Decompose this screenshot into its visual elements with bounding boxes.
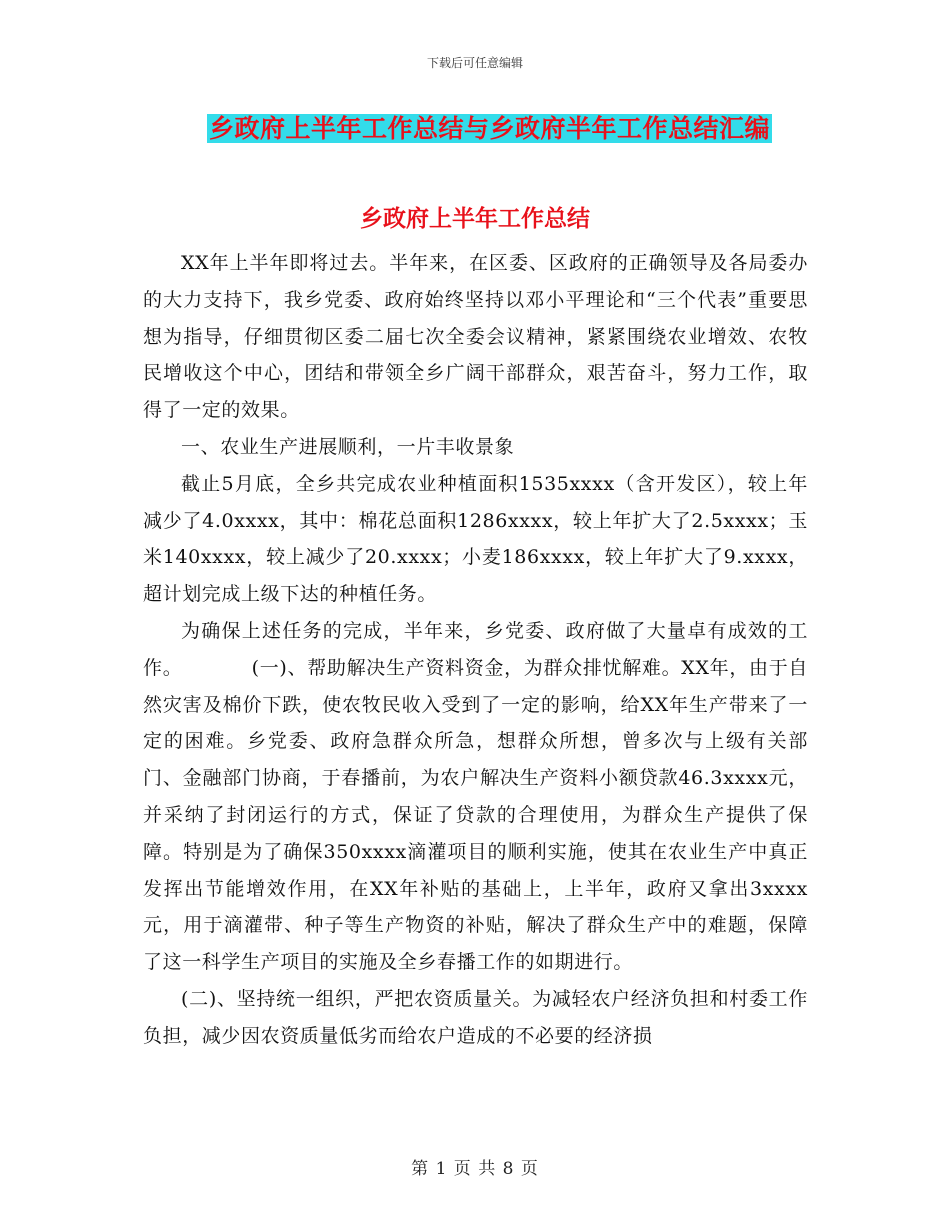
document-title [207,112,772,146]
paragraph-heading-1: 一、农业生产进展顺利，一片丰收景象 [181,435,515,458]
paragraph-intro: XX年上半年即将过去。半年来，在区委、区政府的正确领导及各局委办的大力支持下，我乡党委、政府始终坚持以邓小平理论和“三个代表”重要思想为指导，仔细贯彻区委二届七次全委会议精神，紧紧围绕农业增效、农牧民增收这个中心，团结和带领全乡广阔干部群众，艰苦奋斗，努力工作，取得了一定的效果。 [143,252,808,422]
header-note: 下载后可任意编辑 [426,56,523,70]
section-title: 乡政府上半年工作总结 [360,205,590,232]
page-footer: 第 1 页 共 8 页 [411,1159,539,1179]
paragraph-quality: (二)、坚持统一组织，严把农资质量关。为减轻农户经济负担和村委工作负担，减少因农资质量低劣而给农户造成的不必要的经济损 [143,987,808,1047]
paragraph-measures: 为确保上述任务的完成，半年来，乡党委、政府做了大量卓有成效的工作。 (一)、帮助解决生产资料资金，为群众排忧解难。XX年，由于自然灾害及棉价下跌，使农牧民收入受到了一定的影响，给XX年生产带来了一定的困难。乡党委、政府急群众所急，想群众所想，曾多次与上级有关部门、金融部门协商，于春播前，为农户解决生产资料小额贷款46.3xxxx元，并采纳了封闭运行的方式，保证了贷款的合理使用，为群众生产提供了保障。特别是为了确保350xxxx滴灌项目的顺利实施，使其在农业生产中真正发挥出节能增效作用，在XX年补贴的基础上，上半年，政府又拿出3xxxx元，用于滴灌带、种子等生产物资的补贴，解决了群众生产中的难题，保障了这一科学生产项目的实施及全乡春播工作的如期进行。 [143,619,808,974]
body-text [143,245,808,1055]
document-title-text: 乡政府上半年工作总结与乡政府半年工作总结汇编 [209,114,771,143]
paragraph-planting: 截止5月底，全乡共完成农业种植面积1535xxxx（含开发区），较上年减少了4.0xxxx，其中：棉花总面积1286xxxx，较上年扩大了2.5xxxx；玉米140xxxx，较上减少了20.xxxx；小麦186xxxx，较上年扩大了9.xxxx，超计划完成上级下达的种植任务。 [143,472,808,606]
